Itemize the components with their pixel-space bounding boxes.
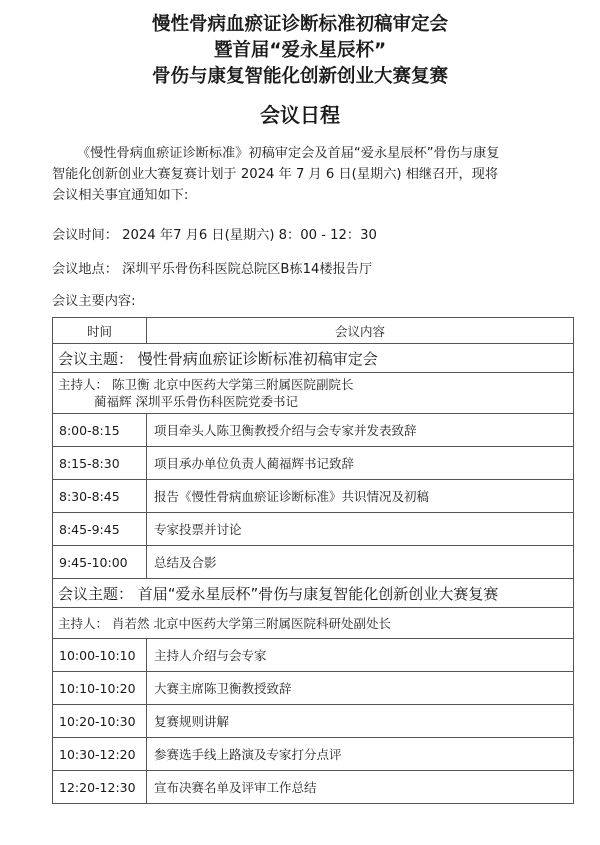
table-row — [53, 414, 574, 447]
header-time: 时间 — [53, 318, 147, 344]
row-content: 参赛选手线上路演及专家打分点评 — [147, 738, 574, 771]
row-content: 项目承办单位负责人蔺福辉书记致辞 — [147, 447, 574, 480]
table-row — [53, 546, 574, 579]
section1-theme-row — [53, 344, 574, 373]
row-time: 10:10-10:20 — [53, 672, 147, 705]
section2-theme: 会议主题： 首届“爱永星辰杯”骨伤与康复智能化创新创业大赛复赛 — [53, 579, 574, 608]
table-row — [53, 480, 574, 513]
meeting-place: 会议地点： 深圳平乐骨伤科医院总院区B栋14楼报告厅 — [52, 262, 373, 277]
row-content: 专家投票并讨论 — [147, 513, 574, 546]
row-content: 报告《慢性骨病血瘀证诊断标准》共识情况及初稿 — [147, 480, 574, 513]
table-row — [53, 447, 574, 480]
table-header-row — [53, 318, 574, 344]
table-row — [53, 738, 574, 771]
table-row — [53, 639, 574, 672]
section2-theme-row — [53, 579, 574, 608]
section2-host: 主持人： 肖若然 北京中医药大学第三附属医院科研处副处长 — [53, 608, 574, 639]
row-time: 8:45-9:45 — [53, 513, 147, 546]
section1-host-row — [53, 373, 574, 414]
row-time: 8:15-8:30 — [53, 447, 147, 480]
title-line-2: 暨首届“爱永星辰杯” — [213, 40, 387, 61]
intro-line-1: 《慢性骨病血瘀证诊断标准》初稿审定会及首届“爱永星辰杯”骨伤与康复 — [77, 146, 500, 161]
table-row — [53, 672, 574, 705]
main-contents-label: 会议主要内容: — [52, 294, 136, 309]
meeting-time: 会议时间： 2024 年7 月6 日(星期六) 8：00 - 12：30 — [52, 228, 377, 243]
row-content: 主持人介绍与会专家 — [147, 639, 574, 672]
table-row — [53, 705, 574, 738]
row-time: 10:30-12:20 — [53, 738, 147, 771]
row-time: 8:00-8:15 — [53, 414, 147, 447]
intro-paragraph — [52, 143, 582, 206]
section1-theme: 会议主题： 慢性骨病血瘀证诊断标准初稿审定会 — [53, 344, 574, 373]
table-row — [53, 771, 574, 804]
row-content: 大赛主席陈卫衡教授致辞 — [147, 672, 574, 705]
section1-host-line-2: 蔺福辉 深圳平乐骨伤科医院党委书记 — [94, 394, 298, 409]
row-content: 项目牵头人陈卫衡教授介绍与会专家并发表致辞 — [147, 414, 574, 447]
section1-host — [53, 373, 574, 414]
header-content: 会议内容 — [147, 318, 574, 344]
title-line-3: 骨伤与康复智能化创新创业大赛复赛 — [151, 66, 448, 87]
row-content: 总结及合影 — [147, 546, 574, 579]
row-time: 9:45-10:00 — [53, 546, 147, 579]
row-time: 10:00-10:10 — [53, 639, 147, 672]
row-time: 12:20-12:30 — [53, 771, 147, 804]
section2-host-row — [53, 608, 574, 639]
row-time: 8:30-8:45 — [53, 480, 147, 513]
row-content: 宣布决赛名单及评审工作总结 — [147, 771, 574, 804]
page-subtitle: 会议日程 — [260, 103, 340, 127]
row-content: 复赛规则讲解 — [147, 705, 574, 738]
table-row — [53, 513, 574, 546]
section1-host-line-1: 主持人： 陈卫衡 北京中医药大学第三附属医院副院长 — [58, 377, 354, 392]
row-time: 10:20-10:30 — [53, 705, 147, 738]
schedule-table — [52, 317, 574, 804]
intro-line-3: 会议相关事宜通知如下: — [52, 188, 189, 203]
title-line-1: 慢性骨病血瘀证诊断标准初稿审定会 — [151, 14, 448, 35]
intro-line-2: 智能化创新创业大赛复赛计划于 2024 年 7 月 6 日(星期六) 相继召开，现将 — [52, 167, 499, 182]
